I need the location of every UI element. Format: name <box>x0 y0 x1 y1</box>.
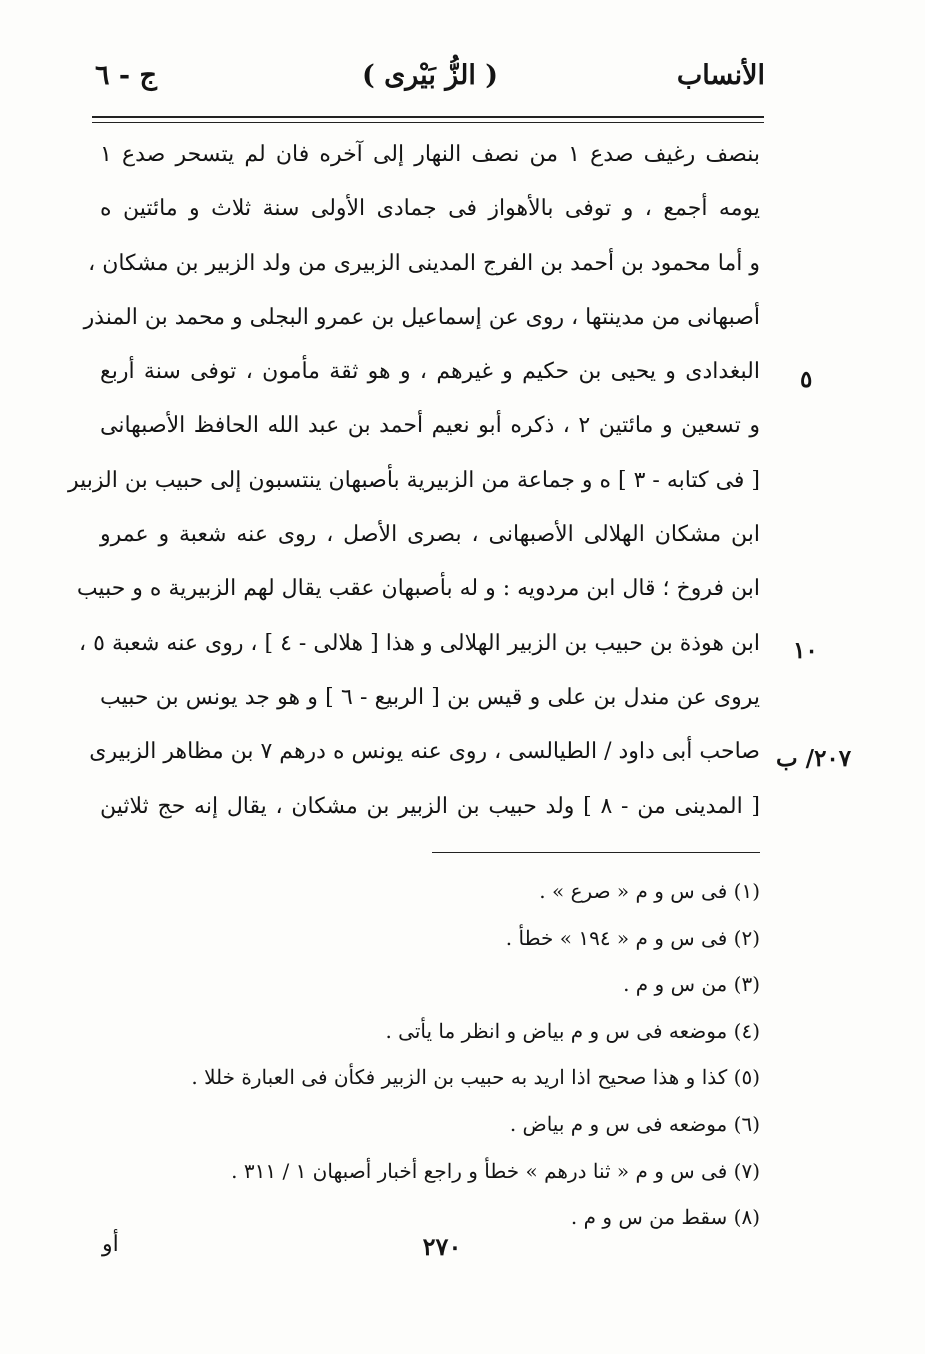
catchword: أو <box>102 1232 119 1257</box>
footnote: (٨) سقط من س و م . <box>570 1205 760 1230</box>
header-rule-thin <box>92 122 764 123</box>
footnote: (١) فى س و م « صرع » . <box>539 879 760 903</box>
footnote: (٣) من س و م . <box>623 972 760 997</box>
header-rule-thick <box>92 116 764 118</box>
text-line: أصبهانى من مدينتها ، روى عن إسماعيل بن عمرو البجلى و محمد بن المنذر <box>83 304 760 330</box>
text-line: [ المدينى من - ٨ ] ولد حبيب بن الزبير بن مشكان ، يقال إنه حج ثلاثين <box>100 793 761 819</box>
text-line: ابن مشكان الهلالى الأصبهانى ، بصرى الأصل ، روى عنه شعبة و عمرو <box>100 522 760 548</box>
footnote: (٤) موضعه فى س و م بياض و انظر ما يأتى . <box>385 1018 760 1043</box>
margin-line-number-10: ١٠ <box>793 637 818 664</box>
text-line: بنصف رغيف صدع ١ من نصف النهار إلى آخره فان لم يتسحر صدع ١ <box>100 142 760 167</box>
footnote: (٦) موضعه فى س و م بياض . <box>509 1111 760 1136</box>
text-line: يروى عن مندل بن على و قيس بن [ الربيع - ٦ ] و هو جد يونس بن حبيب <box>100 684 760 710</box>
volume-number: ج - ٦ <box>95 60 157 91</box>
margin-folio-marker: ٢٠٧/ ب <box>776 745 852 772</box>
book-title: الأنساب <box>676 60 765 91</box>
text-line: ابن هوذة بن حبيب بن الزبير الهلالى و هذا [ هلالى - ٤ ] ، روى عنه شعبة ٥ ، <box>79 630 760 656</box>
text-line: يومه أجمع ، و توفى بالأهواز فى جمادى الأولى سنة ثلاث و مائتين ه <box>100 196 760 222</box>
entry-title: ( الزُّ بَيْرى ) <box>361 60 499 91</box>
text-line: و تسعين و مائتين ٢ ، ذكره أبو نعيم أحمد بن عبد الله الحافظ الأصبهانى <box>100 413 761 439</box>
margin-line-number-5: ٥ <box>800 366 813 393</box>
text-line: [ فى كتابه - ٣ ] ه و جماعة من الزبيرية بأصبهان ينتسبون إلى حبيب بن الزبير <box>68 467 760 493</box>
main-text <box>68 128 761 834</box>
text-line: ابن فروخ ؛ قال ابن مردويه : و له بأصبهان عقب يقال لهم الزبيرية ه و حبيب <box>76 576 760 602</box>
footnote-separator <box>432 852 760 853</box>
text-line: و أما محمود بن أحمد بن الفرج المدينى الزبيرى من ولد الزبير بن مشكان ، <box>88 250 760 276</box>
text-line: البغدادى و يحيى بن حكيم و غيرهم ، و هو ثقة مأمون ، توفى سنة أربع <box>100 359 760 385</box>
text-line: صاحب أبى داود / الطيالسى ، روى عنه يونس ه درهم ٧ بن مظاهر الزبيرى <box>89 739 760 765</box>
footnotes <box>100 868 760 1241</box>
footnote: (٢) فى س و م « ١٩٤ » خطأ . <box>505 925 760 950</box>
footnote: (٧) فى س و م « ثنا درهم » خطأ و راجع أخبار أصبهان ١ / ٣١١ . <box>231 1158 760 1183</box>
page-header <box>95 60 765 110</box>
page-number: ٢٧٠ <box>422 1232 462 1261</box>
footnote: (٥) كذا و هذا صحيح اذا اريد به حبيب بن الزبير فكأن فى العبارة خللا . <box>191 1065 760 1090</box>
